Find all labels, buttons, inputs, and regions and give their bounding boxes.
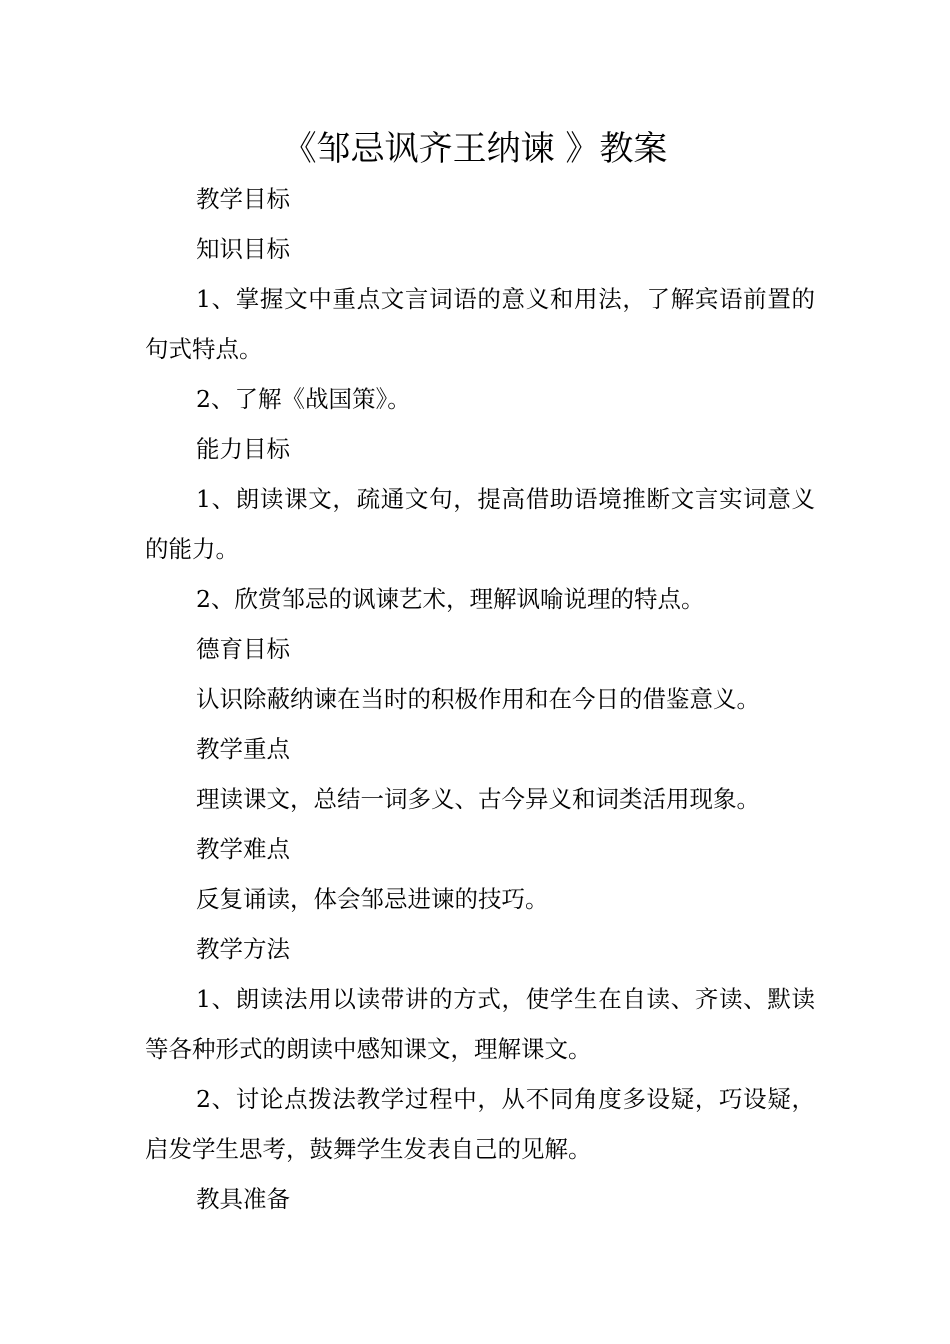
document-title: 《邹忌讽齐王纳谏 》教案 [282, 129, 668, 169]
knowledge-item-1: 1、掌握文中重点文言词语的意义和用法，了解宾语前置的句式特点。 [145, 285, 815, 363]
method-item-2: 2、讨论点拨法教学过程中，从不同角度多设疑，巧设疑，启发学生思考，鼓舞学生发表自己的见解。 [145, 1085, 815, 1163]
heading-knowledge-objectives: 知识目标 [196, 235, 290, 263]
heading-key-points: 教学重点 [196, 735, 290, 763]
knowledge-item-2: 2、了解《战国策》。 [196, 385, 411, 413]
difficulties-text: 反复诵读，体会邹忌进谏的技巧。 [196, 885, 549, 913]
ability-item-1: 1、朗读课文，疏通文句，提高借助语境推断文言实词意义的能力。 [145, 485, 815, 563]
heading-teaching-methods: 教学方法 [196, 935, 290, 963]
heading-ability-objectives: 能力目标 [196, 435, 290, 463]
heading-teaching-objectives: 教学目标 [196, 185, 290, 213]
ability-item-2: 2、欣赏邹忌的讽谏艺术，理解讽喻说理的特点。 [196, 585, 705, 613]
method-item-1: 1、朗读法用以读带讲的方式，使学生在自读、齐读、默读等各种形式的朗读中感知课文，理解课文。 [145, 985, 815, 1063]
moral-item: 认识除蔽纳谏在当时的积极作用和在今日的借鉴意义。 [196, 685, 760, 713]
key-points-text: 理读课文，总结一词多义、古今异义和词类活用现象。 [196, 785, 760, 813]
document-body [145, 174, 815, 1224]
heading-moral-objectives: 德育目标 [196, 635, 290, 663]
heading-difficulties: 教学难点 [196, 835, 290, 863]
heading-teaching-aids: 教具准备 [196, 1185, 290, 1213]
